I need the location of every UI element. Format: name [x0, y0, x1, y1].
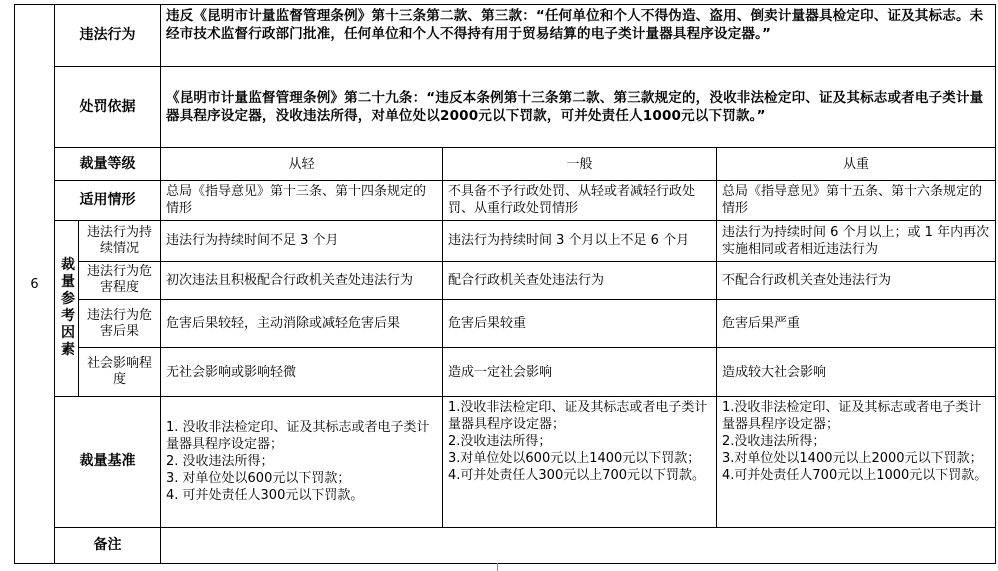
violation-label: 违法行为: [55, 5, 161, 67]
standard-normal-item: 2.没收违法所得；: [448, 433, 552, 449]
standard-heavy-item: 1.没收非法检定印、证及其标志或者电子类计量器具程序设定器；: [722, 399, 982, 432]
factor-harm-result-heavy: 危害后果严重: [717, 300, 996, 348]
remarks-label: 备注: [55, 527, 161, 563]
factor-harm-degree-light: 初次违法且积极配合行政机关查处违法行为: [161, 261, 443, 299]
factor-label-harm-degree: 违法行为危害程度: [79, 261, 161, 299]
violation-text: 违反《昆明市计量监督管理条例》第十三条第二款、第三款：“任何单位和个人不得伪造、盗用、倒卖计量器具检定印、证及其标志。未经市技术监督行政部门批准，任何单位和个人不得持有用于贸易结算的电子类计量器具程序设定器。”: [161, 5, 996, 67]
standard-label: 裁量基准: [55, 396, 161, 527]
standard-light-item: 2. 没收违法所得；: [166, 454, 274, 470]
factors-group-label: [55, 220, 79, 396]
factor-harm-degree-heavy: 不配合行政机关查处违法行为: [717, 261, 996, 299]
applicable-light: 总局《指导意见》第十三条、第十四条规定的情形: [161, 181, 443, 220]
grade-level-heavy: 从重: [717, 148, 996, 181]
factor-social-impact-normal: 造成一定社会影响: [443, 348, 717, 396]
factor-duration-heavy: 违法行为持续时间 6 个月以上；或 1 年内再次实施相同或者相近违法行为: [717, 220, 996, 261]
standard-heavy-item: 2.没收违法所得；: [722, 433, 826, 449]
grade-label: 裁量等级: [55, 148, 161, 181]
standard-normal-item: 1.没收非法检定印、证及其标志或者电子类计量器具程序设定器；: [448, 399, 708, 432]
applicable-label: 适用情形: [55, 181, 161, 220]
standard-light-item: 1. 没收非法检定印、证及其标志或者电子类计量器具程序设定器；: [166, 420, 430, 453]
factor-harm-result-light: 危害后果较轻，主动消除或减轻危害后果: [161, 300, 443, 348]
row-number-cell: [15, 5, 55, 564]
factor-label-harm-result: 违法行为危害后果: [79, 300, 161, 348]
grade-level-light: 从轻: [161, 148, 443, 181]
factor-duration-light: 违法行为持续时间不足 3 个月: [161, 220, 443, 261]
row-number: 6: [30, 276, 39, 292]
standard-light: [161, 396, 443, 527]
remarks-value: [161, 527, 996, 563]
factor-harm-degree-normal: 配合行政机关查处违法行为: [443, 261, 717, 299]
penalty-basis-label: 处罚依据: [55, 67, 161, 148]
standard-heavy-item: 3.对单位处以1400元以上2000元以下罚款；: [722, 450, 983, 466]
factor-social-impact-heavy: 造成较大社会影响: [717, 348, 996, 396]
standard-light-item: 4. 可并处责任人300元以下罚款。: [166, 488, 364, 504]
penalty-basis-text: 《昆明市计量监督管理条例》第二十九条：“违反本条例第十三条第二款、第三款规定的，没收非法检定印、证及其标志或者电子类计量器具程序设定器，没收违法所得，对单位处以2000元以下罚款，可并处责任人1000元以下罚款。”: [161, 67, 996, 148]
applicable-heavy: 总局《指导意见》第十五条、第十六条规定的情形: [717, 181, 996, 220]
factor-label-social-impact: 社会影响程度: [79, 348, 161, 396]
penalty-discretion-table: [14, 4, 996, 564]
applicable-normal: 不具备不予行政处罚、从轻或者减轻行政处罚、从重行政处罚情形: [443, 181, 717, 220]
grade-level-normal: 一般: [443, 148, 717, 181]
factor-harm-result-normal: 危害后果较重: [443, 300, 717, 348]
factor-label-duration: 违法行为持续情况: [79, 220, 161, 261]
standard-normal-item: 4.可并处责任人300元以上700元以下罚款。: [448, 467, 706, 483]
factor-social-impact-light: 无社会影响或影响轻微: [161, 348, 443, 396]
page-edge-marker: [497, 563, 508, 571]
factor-duration-normal: 违法行为持续时间 3 个月以上不足 6 个月: [443, 220, 717, 261]
standard-light-item: 3. 对单位处以600元以下罚款；: [166, 471, 351, 487]
standard-normal-item: 3.对单位处以600元以上1400元以下罚款；: [448, 450, 701, 466]
factors-group-text: 裁量参考因素: [61, 257, 75, 359]
standard-heavy: [717, 396, 996, 527]
standard-normal: [443, 396, 717, 527]
standard-heavy-item: 4.可并处责任人700元以上1000元以下罚款。: [722, 467, 988, 483]
